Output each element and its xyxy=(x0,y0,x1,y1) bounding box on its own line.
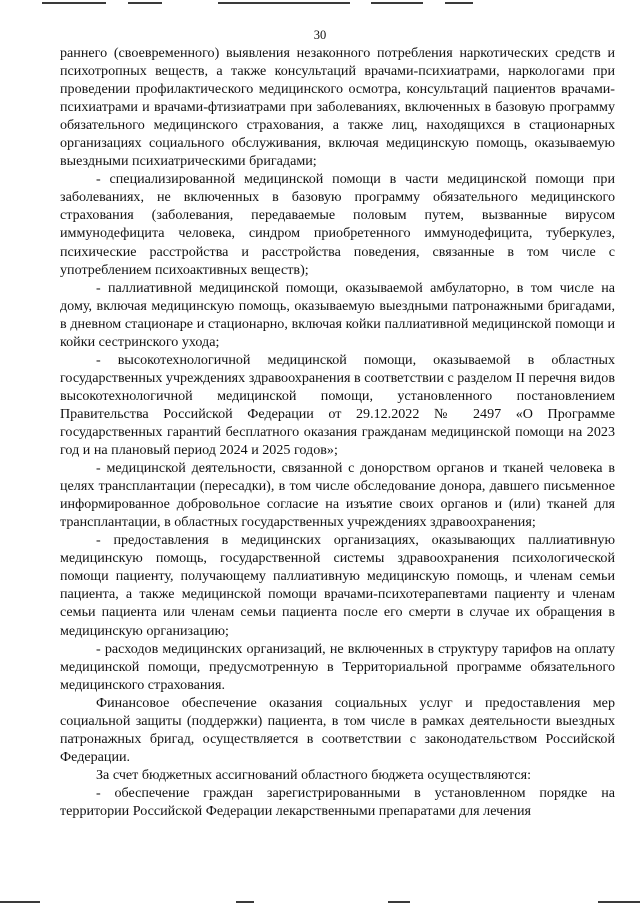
scan-edge-top xyxy=(0,0,640,7)
paragraph-budget-intro: За счет бюджетных ассигнований областного бюджета осуществляются: xyxy=(96,766,532,783)
paragraph-social-services: Финансовое обеспечение оказания социальных услуг и предоставления мер социальной защиты (поддержки) пациента, в том числе в рамках деятельности выездных патронажных бригад, осуществляется в соответствии с законодательством Российской Федерации. xyxy=(60,694,615,765)
list-item-psychological-help: - предоставления в медицинских организациях, оказывающих паллиативную медицинскую помощь, государственной системы здравоохранения психологической помощи пациенту, получающему паллиативную медицинскую помощь, и членам семьи пациента, а также медицинской помощи врачами-психотерапевтами пациенту и членам семьи пациента или членам семьи пациента после его смерти в случае их обращения в медицинскую организацию; xyxy=(60,532,615,639)
page-number: 30 xyxy=(313,28,327,42)
scan-edge-bottom xyxy=(0,897,640,905)
list-item-expenses: - расходов медицинских организаций, не включенных в структуру тарифов на оплату медицинской помощи, предусмотренную в Территориальной программе обязательного медицинского страхования. xyxy=(60,640,615,693)
list-item-organ-donation: - медицинской деятельности, связанной с донорством органов и тканей человека в целях трансплантации (пересадки), в том числе обследование донора, давшего письменное информированное добровольное согласие на изъятие своих органов и (или) тканей для трансплантации, в областных государственных учреждениях здравоохранения; xyxy=(60,460,615,531)
list-item-drug-provision: - обеспечение граждан зарегистрированными в установленном порядке на территории Российской Федерации лекарственными препаратами для лечения xyxy=(60,784,615,819)
list-item-specialized-care: - специализированной медицинской помощи в части медицинской помощи при заболеваниях, не включенных в базовую программу обязательного медицинского страхования (заболевания, передаваемые половым путем, вызванные вирусом иммунодефицита человека, синдром приобретенного иммунодефицита, туберкулез, психические расстройства и расстройства поведения, связанные в том числе с употреблением психоактивных веществ); xyxy=(60,171,615,278)
paragraph-continuation: раннего (своевременного) выявления незаконного потребления наркотических средств и психотропных веществ, а также консультаций врачами-психиатрами, наркологами при проведении профилактического медицинского осмотра, консультаций пациентов врачами-психиатрами и врачами-фтизиатрами при заболеваниях, включенных в базовую программу обязательного медицинского страхования, а также лиц, находящихся в стационарных организациях социального обслуживания, включая медицинскую помощь, оказываемую выездными психиатрическими бригадами; xyxy=(60,45,615,170)
list-item-high-tech-care: - высокотехнологичной медицинской помощи, оказываемой в областных государственных учреждениях здравоохранения в соответствии с разделом II перечня видов высокотехнологичной медицинской помощи, установленного постановлением Правительства Российской Федерации от 29.12.2022 № 2497 «О Программе государственных гарантий бесплатного оказания гражданам медицинской помощи на 2023 год и на плановый период 2024 и 2025 годов»; xyxy=(60,351,615,459)
document-body xyxy=(60,44,615,820)
list-item-palliative-care: - паллиативной медицинской помощи, оказываемой амбулаторно, в том числе на дому, включая медицинскую помощь, оказываемую выездными патронажными бригадами, в дневном стационаре и стационарно, включая койки паллиативной медицинской помощи и койки сестринского ухода; xyxy=(60,279,615,350)
